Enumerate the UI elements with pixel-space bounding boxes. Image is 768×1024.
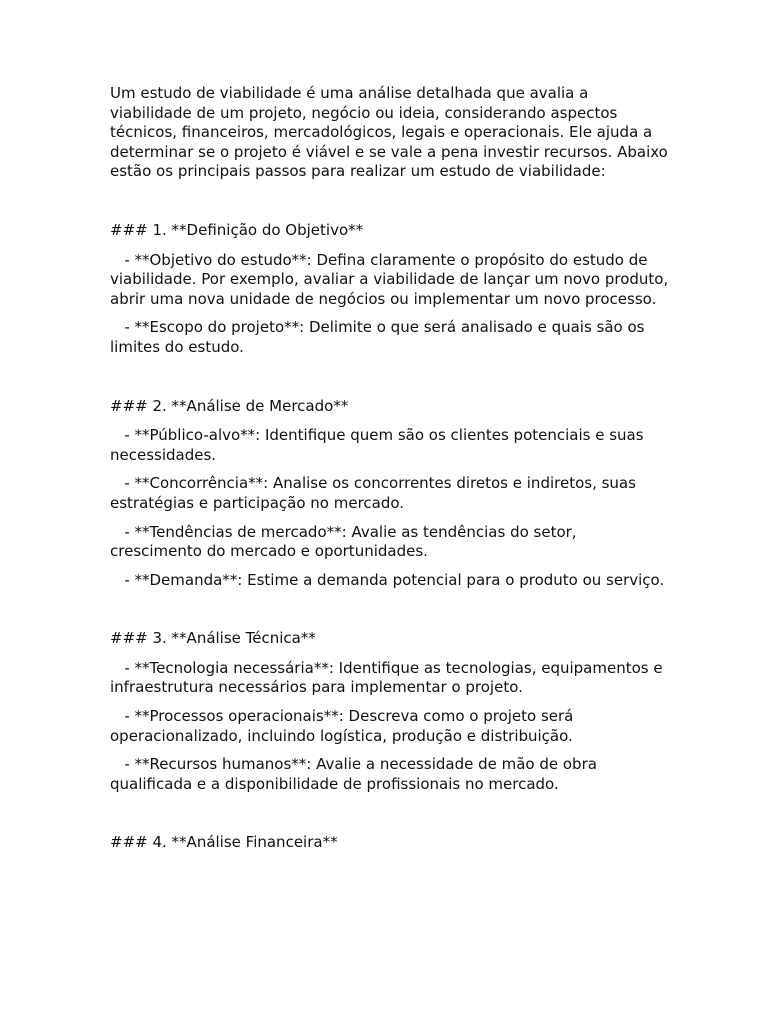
list-item: - **Tecnologia necessária**: Identifique as tecnologias, equipamentos e infraestrutura necessários para implementar o projeto. [110, 658, 668, 697]
section-heading: ### 4. **Análise Financeira** [110, 833, 338, 852]
section-heading: ### 1. **Definição do Objetivo** [110, 220, 364, 239]
list-item: - **Objetivo do estudo**: Defina claramente o propósito do estudo de viabilidade. Por exemplo, avaliar a viabilidade de lançar um novo produto, abrir uma nova unidade de negócios ou implementar um novo processo. [110, 250, 674, 308]
list-item: - **Concorrência**: Analise os concorrentes diretos e indiretos, suas estratégias e participação no mercado. [110, 474, 641, 512]
document-page [110, 84, 674, 863]
section-heading: ### 3. **Análise Técnica** [110, 629, 316, 648]
list-item: - **Processos operacionais**: Descreva como o projeto será operacionalizado, incluindo logística, produção e distribuição. [110, 707, 579, 745]
list-item: - **Recursos humanos**: Avalie a necessidade de mão de obra qualificada e a disponibilidade de profissionais no mercado. [110, 755, 602, 793]
list-item: - **Escopo do projeto**: Delimite o que será analisado e quais são os limites do estudo. [110, 318, 650, 356]
list-item: - **Público-alvo**: Identifique quem são os clientes potenciais e suas necessidades. [110, 426, 649, 464]
section-definicao-objetivo [110, 220, 674, 358]
intro-paragraph: Um estudo de viabilidade é uma análise detalhada que avalia a viabilidade de um projeto, negócio ou ideia, considerando aspectos técnicos, financeiros, mercadológicos, legais e operacionais. Ele ajuda a determinar se o projeto é viável e se vale a pena investir recursos. Abaixo estão os principais passos para realizar um estudo de viabilidade: [110, 84, 668, 181]
list-item: - **Demanda**: Estime a demanda potencial para o produto ou serviço. [110, 570, 665, 589]
section-analise-tecnica [110, 629, 670, 794]
section-heading: ### 2. **Análise de Mercado** [110, 396, 349, 415]
section-analise-financeira [110, 833, 670, 853]
section-analise-mercado [110, 397, 670, 591]
list-item: - **Tendências de mercado**: Avalie as tendências do setor, crescimento do mercado e oportunidades. [110, 522, 582, 561]
